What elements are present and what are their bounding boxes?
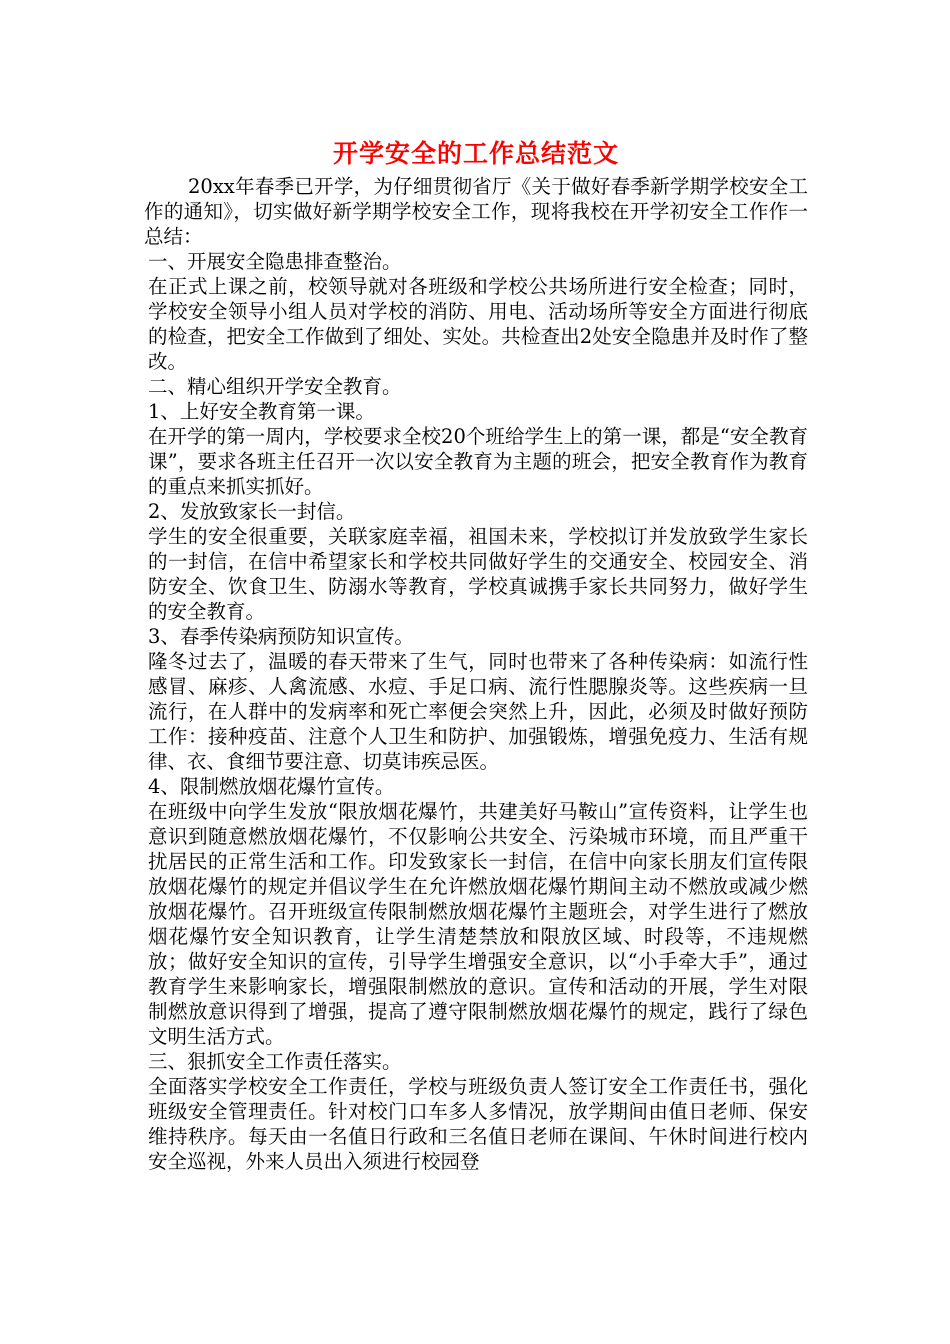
- subsection-heading-1: 1、上好安全教育第一课。: [148, 400, 375, 423]
- document-title: 开学安全的工作总结范文: [332, 139, 619, 168]
- body-paragraph: 在班级中向学生发放“限放烟花爆竹，共建美好马鞍山”宣传资料，让学生也意识到随意燃放烟花爆竹，不仅影响公共安全、污染城市环境，而且严重干扰居民的正常生活和工作。印发致家长一封信，在信中向家长朋友们宣传限放烟花爆竹的规定并倡议学生在允许燃放烟花爆竹期间主动不燃放或减少燃放烟花爆竹。召开班级宣传限制燃放烟花爆竹主题班会，对学生进行了燃放烟花爆竹安全知识教育，让学生清楚禁放和限放区域、时段等，不违规燃放；做好安全知识的宣传，引导学生增强安全意识，以“小手牵大手”，通过教育学生来影响家长，增强限制燃放的意识。宣传和活动的开展，学生对限制燃放意识得到了增强，提高了遵守限制燃放烟花爆竹的规定，践行了绿色文明生活方式。: [148, 800, 808, 1048]
- section-heading-2: 二、精心组织开学安全教育。: [148, 375, 402, 398]
- body-paragraph: 在开学的第一周内，学校要求全校20个班给学生上的第一课，都是“安全教育课”，要求各班主任召开一次以安全教育为主题的班会，把安全教育作为教育的重点来抓实抓好。: [148, 425, 808, 498]
- body-paragraph: 学生的安全很重要，关联家庭幸福，祖国未来，学校拟订并发放致学生家长的一封信，在信中希望家长和学校共同做好学生的交通安全、校园安全、消防安全、饮食卫生、防溺水等教育，学校真诚携手家长共同努力，做好学生的安全教育。: [148, 525, 808, 623]
- body-paragraph: 隆冬过去了，温暖的春天带来了生气，同时也带来了各种传染病：如流行性感冒、麻疹、人禽流感、水痘、手足口病、流行性腮腺炎等。这些疾病一旦流行，在人群中的发病率和死亡率便会突然上升，因此，必须及时做好预防工作：接种疫苗、注意个人卫生和防护、加强锻炼，增强免疫力、生活有规律、衣、食细节要注意、切莫讳疾忌医。: [148, 650, 808, 773]
- document-page: [144, 136, 808, 1174]
- section-heading-1: 一、开展安全隐患排查整治。: [148, 250, 402, 273]
- body-paragraph: 在正式上课之前，校领导就对各班级和学校公共场所进行安全检查；同时，学校安全领导小组人员对学校的消防、用电、活动场所等安全方面进行彻底的检查，把安全工作做到了细处、实处。共检查出2处安全隐患并及时作了整改。: [148, 275, 808, 373]
- intro-paragraph: 20xx年春季已开学，为仔细贯彻省厅《关于做好春季新学期学校安全工作的通知》，切实做好新学期学校安全工作，现将我校在开学初安全工作作一总结：: [144, 175, 808, 248]
- subsection-heading-3: 3、春季传染病预防知识宣传。: [148, 625, 414, 648]
- subsection-heading-2: 2、发放致家长一封信。: [148, 500, 356, 523]
- body-paragraph: 全面落实学校安全工作责任，学校与班级负责人签订安全工作责任书，强化班级安全管理责任。针对校门口车多人多情况，放学期间由值日老师、保安维持秩序。每天由一名值日行政和三名值日老师在课间、午休时间进行校内安全巡视，外来人员出入须进行校园登: [148, 1075, 808, 1173]
- subsection-heading-4: 4、限制燃放烟花爆竹宣传。: [148, 775, 395, 798]
- section-heading-3: 三、狠抓安全工作责任落实。: [148, 1050, 402, 1073]
